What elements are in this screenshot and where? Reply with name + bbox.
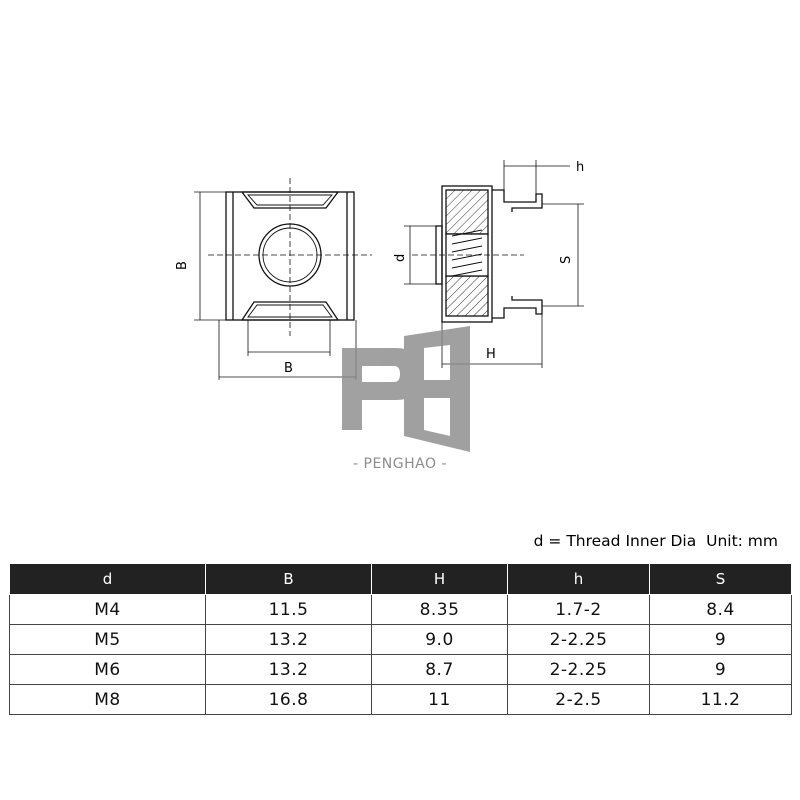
table-header-row xyxy=(10,564,792,595)
header-s: S xyxy=(650,564,792,595)
side-flange-label: h xyxy=(576,160,585,175)
cell-h-upper: 9.0 xyxy=(372,625,508,655)
cell-s: 8.4 xyxy=(650,595,792,625)
logo-letter-h xyxy=(404,326,470,452)
cell-s: 11.2 xyxy=(650,685,792,715)
cell-h-upper: 8.7 xyxy=(372,655,508,685)
cell-h-lower: 1.7-2 xyxy=(508,595,650,625)
side-thread-label: d xyxy=(393,253,408,262)
front-height-label: B xyxy=(175,261,190,270)
cell-d: M5 xyxy=(10,625,206,655)
table-row xyxy=(10,625,792,655)
spec-table xyxy=(9,563,792,715)
cell-d: M6 xyxy=(10,655,206,685)
cell-d: M8 xyxy=(10,685,206,715)
cell-d: M4 xyxy=(10,595,206,625)
cell-h-lower: 2-2.5 xyxy=(508,685,650,715)
cell-h-upper: 8.35 xyxy=(372,595,508,625)
penghao-logo xyxy=(342,326,470,452)
cell-h-lower: 2-2.25 xyxy=(508,655,650,685)
header-h-lower: h xyxy=(508,564,650,595)
cell-h-upper: 11 xyxy=(372,685,508,715)
logo-wordmark: - PENGHAO - xyxy=(353,456,447,472)
cell-h-lower: 2-2.25 xyxy=(508,625,650,655)
side-height-label: H xyxy=(486,347,496,362)
table-row xyxy=(10,655,792,685)
table-row xyxy=(10,685,792,715)
cell-b: 11.5 xyxy=(206,595,372,625)
cell-s: 9 xyxy=(650,625,792,655)
header-d: d xyxy=(10,564,206,595)
cell-s: 9 xyxy=(650,655,792,685)
unit-note: d = Thread Inner Dia Unit: mm xyxy=(533,532,778,550)
table-row xyxy=(10,595,792,625)
cell-b: 13.2 xyxy=(206,655,372,685)
side-span-label: S xyxy=(559,255,574,264)
header-h-upper: H xyxy=(372,564,508,595)
cell-b: 16.8 xyxy=(206,685,372,715)
front-width-label: B xyxy=(284,361,293,376)
cell-b: 13.2 xyxy=(206,625,372,655)
header-b: B xyxy=(206,564,372,595)
